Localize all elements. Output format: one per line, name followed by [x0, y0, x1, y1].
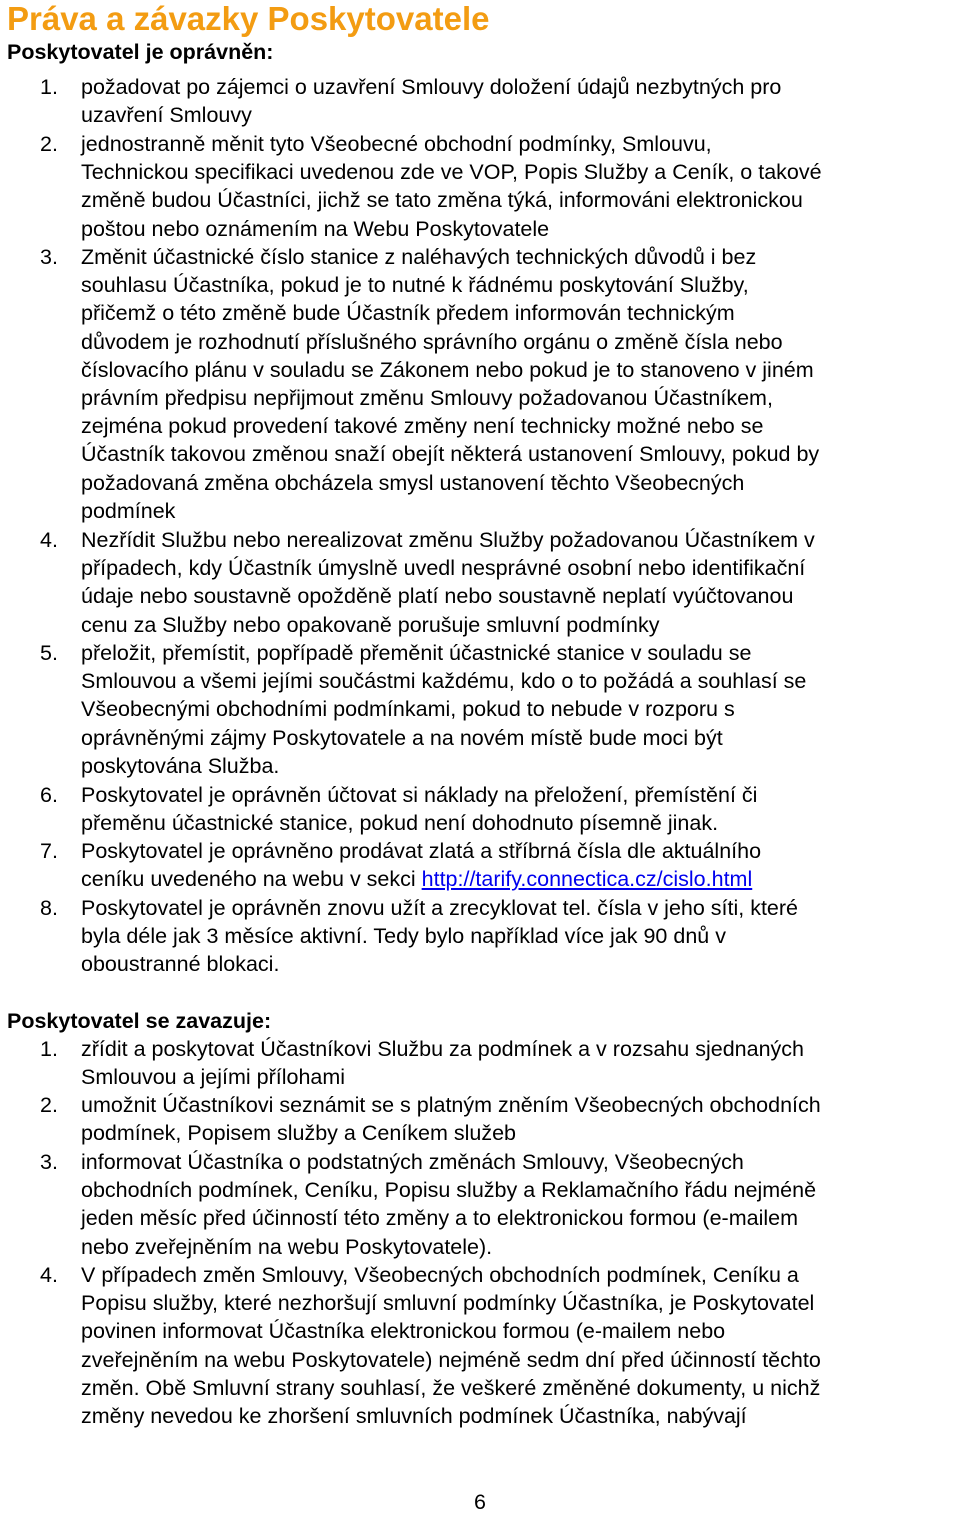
- text-line: Popisu služby, které nezhoršují smluvní podmínky Účastníka, je Poskytovatel: [81, 1291, 815, 1316]
- item-number: 3.: [40, 245, 58, 269]
- section-heading-rights: Poskytovatel je oprávněn:: [7, 40, 274, 64]
- item-number: 1.: [40, 1037, 58, 1061]
- text-line: Účastník takovou změnou snaží obejít některá ustanovení Smlouvy, pokud by: [81, 442, 820, 467]
- text-line: oprávněnými zájmy Poskytovatele a na novém místě bude moci být: [81, 725, 723, 750]
- text-line: poštou nebo oznámením na Webu Poskytovatele: [81, 216, 550, 241]
- item-text: [81, 73, 957, 129]
- text-line: Smlouvou a jejími přílohami: [81, 1065, 346, 1090]
- text-line: informovat Účastníka o podstatných změnách Smlouvy, Všeobecných: [81, 1150, 744, 1174]
- page-title: Práva a závazky Poskytovatele: [7, 0, 490, 37]
- text-line: požadovat po zájemci o uzavření Smlouvy doložení údajů nezbytných pro: [81, 75, 782, 99]
- item-text: [81, 1148, 957, 1261]
- text-line: Poskytovatel je oprávněn znovu užít a zrecyklovat tel. čísla v jeho síti, které: [81, 896, 799, 920]
- text-line: případech, kdy Účastník úmyslně uvedl nesprávné osobní nebo identifikační: [81, 556, 806, 581]
- item-number: 6.: [40, 783, 58, 807]
- item-text: [81, 1261, 957, 1430]
- item-number: 7.: [40, 839, 58, 863]
- text-line: zejména pokud provedení takové změny není technicky možné nebo se: [81, 414, 764, 439]
- text-line: Smlouvou a všemi jejími součástmi každému, kdo o to požádá a souhlasí se: [81, 669, 807, 694]
- item-number: 8.: [40, 896, 58, 920]
- text-line: Poskytovatel je oprávněn účtovat si náklady na přeložení, přemístění či: [81, 783, 758, 807]
- item-text: [81, 1091, 957, 1147]
- text-line: Technickou specifikaci uvedenou zde ve VOP, Popis Služby a Ceník, o takové: [81, 160, 822, 185]
- item-text: [81, 837, 957, 893]
- item-number: 4.: [40, 1263, 58, 1287]
- text-line: cenu za Služby nebo opakovaně porušuje smluvní podmínky: [81, 612, 660, 637]
- text-line: souhlasu Účastníka, pokud je to nutné k řádnému poskytování Služby,: [81, 273, 749, 298]
- text-line: zřídit a poskytovat Účastníkovi Službu za podmínek a v rozsahu sjednaných: [81, 1037, 805, 1061]
- text-line: přeložit, přemístit, popřípadě přeměnit účastnické stanice v souladu se: [81, 641, 752, 665]
- page-number: 6: [474, 1490, 486, 1514]
- text-line: přičemž o této změně bude Účastník předem informován technickým: [81, 301, 735, 326]
- item-text: [81, 130, 957, 243]
- text-line: právním předpisu nepřijmout změnu Smlouvy požadovanou Účastníkem,: [81, 386, 773, 411]
- item-number: 4.: [40, 528, 58, 552]
- text-line: změny nevedou ke zhoršení smluvních podmínek Účastníka, nabývají: [81, 1404, 747, 1429]
- item-number: 2.: [40, 1093, 58, 1117]
- text-line: číslovacího plánu v souladu se Zákonem nebo pokud je to stanoveno v jiném: [81, 357, 814, 382]
- text-line: povinen informovat Účastníka elektronickou formou (e-mailem nebo: [81, 1319, 726, 1344]
- text-line: podmínek, Popisem služby a Ceníkem služeb: [81, 1121, 516, 1146]
- text-line: zveřejněním na webu Poskytovatele) nejméně sedm dní před účinností těchto: [81, 1347, 821, 1372]
- text-line: jeden měsíc před účinností této změny a to elektronickou formou (e-mailem: [81, 1206, 798, 1231]
- item-text: [81, 1035, 957, 1091]
- text-line: obchodních podmínek, Ceníku, Popisu služby a Reklamačního řádu nejméně: [81, 1178, 817, 1203]
- text-line: byla déle jak 3 měsíce aktivní. Tedy bylo například více jak 90 dnů v: [81, 924, 726, 949]
- text-line: důvodem je rozhodnutí příslušného správního orgánu o změně čísla nebo: [81, 329, 783, 354]
- item-number: 3.: [40, 1150, 58, 1174]
- item-text: [81, 781, 957, 837]
- text-line: umožnit Účastníkovi seznámit se s platným zněním Všeobecných obchodních: [81, 1093, 821, 1117]
- text-line: Všeobecnými obchodními podmínkami, pokud to nebude v rozporu s: [81, 697, 735, 722]
- item-text: [81, 526, 957, 639]
- text-line: [81, 865, 957, 893]
- item-text: [81, 639, 957, 780]
- text-line: přeměnu účastnické stanice, pokud není dohodnuto písemně jinak.: [81, 811, 719, 836]
- text-line: poskytována Služba.: [81, 753, 280, 778]
- text-line: podmínek: [81, 498, 176, 523]
- text-fragment: ceníku uvedeného na webu v sekci: [81, 867, 422, 892]
- item-number: 2.: [40, 132, 58, 156]
- text-line: V případech změn Smlouvy, Všeobecných obchodních podmínek, Ceníku a: [81, 1263, 799, 1287]
- cislo-link[interactable]: http://tarify.connectica.cz/cislo.html: [421, 867, 753, 892]
- item-text: [81, 243, 957, 525]
- text-line: oboustranné blokaci.: [81, 952, 280, 977]
- text-line: změně budou Účastníci, jichž se tato změna týká, informováni elektronickou: [81, 188, 803, 213]
- text-line: změn. Obě Smluvní strany souhlasí, že veškeré změněné dokumenty, u nichž: [81, 1375, 821, 1400]
- text-line: uzavření Smlouvy: [81, 103, 252, 128]
- item-number: 5.: [40, 641, 58, 665]
- text-line: Nezřídit Službu nebo nerealizovat změnu Služby požadovanou Účastníkem v: [81, 528, 815, 552]
- text-line: údaje nebo soustavně opožděně platí nebo soustavně neplatí vyúčtovanou: [81, 584, 794, 609]
- item-text: [81, 894, 957, 979]
- text-line: nebo zveřejněním na webu Poskytovatele).: [81, 1234, 493, 1259]
- text-line: Změnit účastnické číslo stanice z naléhavých technických důvodů i bez: [81, 245, 757, 269]
- section-heading-obligations: Poskytovatel se zavazuje:: [7, 1009, 272, 1033]
- item-number: 1.: [40, 75, 58, 99]
- text-line: Poskytovatel je oprávněno prodávat zlatá a stříbrná čísla dle aktuálního: [81, 839, 762, 863]
- text-line: požadovaná změna obcházela smysl ustanovení těchto Všeobecných: [81, 470, 745, 495]
- text-line: jednostranně měnit tyto Všeobecné obchodní podmínky, Smlouvu,: [81, 132, 712, 156]
